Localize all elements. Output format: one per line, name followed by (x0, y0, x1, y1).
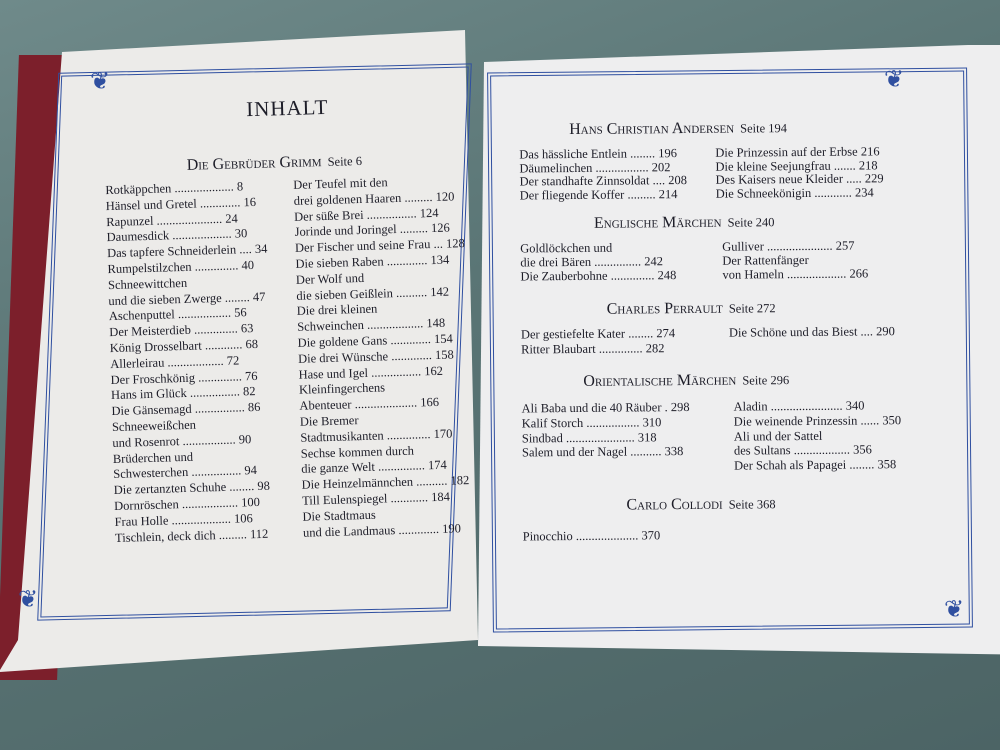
toc-entry: Brüderchen und (112, 449, 194, 466)
ornament-icon: ❦ (17, 587, 39, 613)
toc-entry: Der Teufel mit den (293, 175, 388, 192)
toc-entry: Pinocchio .................... 370 (522, 528, 661, 544)
section-heading-andersen: Hans Christian Andersen Seite 194 (569, 119, 788, 139)
toc-entry: Ali Baba und die 40 Räuber . 298 (521, 399, 690, 416)
toc-entry: Der Meisterdieb .............. 63 (109, 321, 254, 340)
toc-entry: Die weinende Prinzessin ...... 350 (733, 412, 902, 429)
toc-entry: die drei Bären ............... 242 (520, 254, 664, 270)
section-heading-englische: Englische Märchen Seite 240 (593, 213, 775, 232)
toc-entry: Die kleine Seejungfrau ....... 218 (715, 157, 878, 174)
toc-entry: Aladin ....................... 340 (733, 398, 865, 414)
toc-entry: Gulliver ..................... 257 (722, 238, 855, 254)
toc-entry: Der Froschkönig .............. 76 (110, 368, 258, 387)
toc-entry: Till Eulenspiegel ............ 184 (301, 489, 451, 508)
toc-entry: und die sieben Zwerge ........ 47 (108, 289, 266, 308)
toc-entry: Kleinfingerchens (298, 380, 386, 398)
toc-entry: Die goldene Gans ............. 154 (297, 331, 454, 350)
toc-entry: Schneeweißchen (111, 417, 197, 435)
toc-entry: Rotkäppchen ................... 8 (105, 179, 244, 198)
toc-entry: Rumpelstilzchen .............. 40 (107, 258, 255, 277)
toc-entry: Goldlöckchen und (520, 240, 613, 256)
toc-entry: Die zertanzten Schuhe ........ 98 (113, 478, 271, 498)
toc-entry: Die Prinzessin auf der Erbse 216 (715, 144, 880, 160)
toc-entry: Sindbad ...................... 318 (521, 429, 657, 446)
ornament-icon: ❦ (89, 69, 111, 95)
toc-entry: drei goldenen Haaren ......... 120 (293, 189, 455, 208)
toc-entry: Der Rattenfänger (722, 252, 809, 268)
toc-entry: Die Schneekönigin ............ 234 (715, 184, 874, 201)
toc-entry: von Hameln ................... 266 (722, 266, 869, 282)
toc-entry: Frau Holle ................... 106 (114, 510, 253, 529)
toc-entry: Kalif Storch ................. 310 (521, 415, 662, 431)
toc-entry: Däumelinchen ................. 202 (519, 159, 671, 175)
toc-entry: Ritter Blaubart .............. 282 (521, 340, 665, 356)
toc-entry: Ali und der Sattel (733, 428, 823, 444)
toc-entry: Die drei Wünsche ............. 158 (297, 347, 454, 366)
section-heading-grimm: Die Gebrüder Grimm Seite 6 (186, 153, 363, 174)
toc-entry: Schweinchen .................. 148 (297, 315, 446, 335)
toc-entry: Die Bremer (299, 413, 359, 429)
toc-entry: Die sieben Raben ............. 134 (295, 252, 450, 271)
toc-entry: Stadtmusikanten .............. 170 (300, 426, 453, 445)
toc-entry: Der Fischer und seine Frau ... 128 (294, 236, 465, 256)
toc-entry: Das tapfere Schneiderlein .... 34 (106, 241, 268, 261)
toc-entry: Sechse kommen durch (300, 443, 415, 461)
toc-entry: Schneewittchen (107, 275, 188, 292)
section-heading-collodi: Carlo Collodi Seite 368 (626, 495, 776, 514)
toc-entry: Salem und der Nagel .......... 338 (521, 444, 684, 460)
toc-entry: die sieben Geißlein .......... 142 (296, 284, 450, 303)
toc-entry: Schwesterchen ................ 94 (113, 463, 258, 482)
section-heading-perrault: Charles Perrault Seite 272 (606, 299, 776, 318)
toc-entry: Allerleirau .................. 72 (110, 353, 240, 371)
toc-entry: Jorinde und Joringel ......... 126 (294, 220, 450, 240)
toc-entry: und Rosenrot ................. 90 (112, 431, 252, 450)
ornament-icon: ❦ (943, 597, 965, 623)
toc-entry: Des Kaisers neue Kleider ..... 229 (715, 171, 884, 187)
toc-entry: Der standhafte Zinnsoldat .... 208 (519, 173, 687, 189)
toc-entry: Hans im Glück ................ 82 (110, 384, 256, 403)
toc-entry: Daumesdick ................... 30 (106, 226, 248, 245)
toc-entry: Der Wolf und (295, 270, 365, 287)
toc-entry: Rapunzel ..................... 24 (106, 211, 238, 229)
toc-entry: Hänsel und Gretel ............. 16 (105, 194, 257, 213)
toc-entry: die ganze Welt ............... 174 (301, 458, 447, 477)
toc-entry: Die Zauberbohne .............. 248 (520, 267, 677, 284)
toc-entry: Das hässliche Entlein ........ 196 (519, 146, 678, 162)
toc-entry: Abenteuer .................... 166 (299, 395, 440, 413)
toc-entry: Die Heinzelmännchen .......... 182 (301, 473, 470, 492)
toc-entry: Die drei kleinen (296, 301, 378, 319)
toc-entry: Dornröschen .................. 100 (113, 494, 261, 514)
toc-entry: Hase und Igel ................ 162 (298, 363, 444, 382)
toc-entry: Der Schah als Papagei ........ 358 (734, 457, 897, 473)
toc-entry: Die Stadtmaus (302, 507, 376, 524)
toc-entry: Der gestiefelte Kater ........ 274 (520, 326, 676, 342)
toc-entry: und die Landmaus ............. 190 (302, 520, 462, 540)
toc-entry: Der fliegende Koffer ......... 214 (519, 186, 678, 202)
page-title: INHALT (245, 94, 329, 122)
toc-entry: König Drosselbart ............ 68 (109, 336, 259, 356)
toc-entry: Tischlein, deck dich ......... 112 (114, 526, 269, 545)
toc-entry: Die Gänsemagd ................ 86 (111, 400, 261, 419)
toc-entry: des Sultans .................. 356 (733, 442, 872, 459)
toc-entry: Die Schöne und das Biest .... 290 (728, 324, 895, 340)
ornament-icon: ❦ (883, 67, 905, 93)
toc-entry: Der süße Brei ................ 124 (293, 205, 439, 224)
toc-entry: Aschenputtel ................. 56 (108, 305, 247, 324)
section-heading-orient: Orientalische Märchen Seite 296 (583, 371, 790, 390)
